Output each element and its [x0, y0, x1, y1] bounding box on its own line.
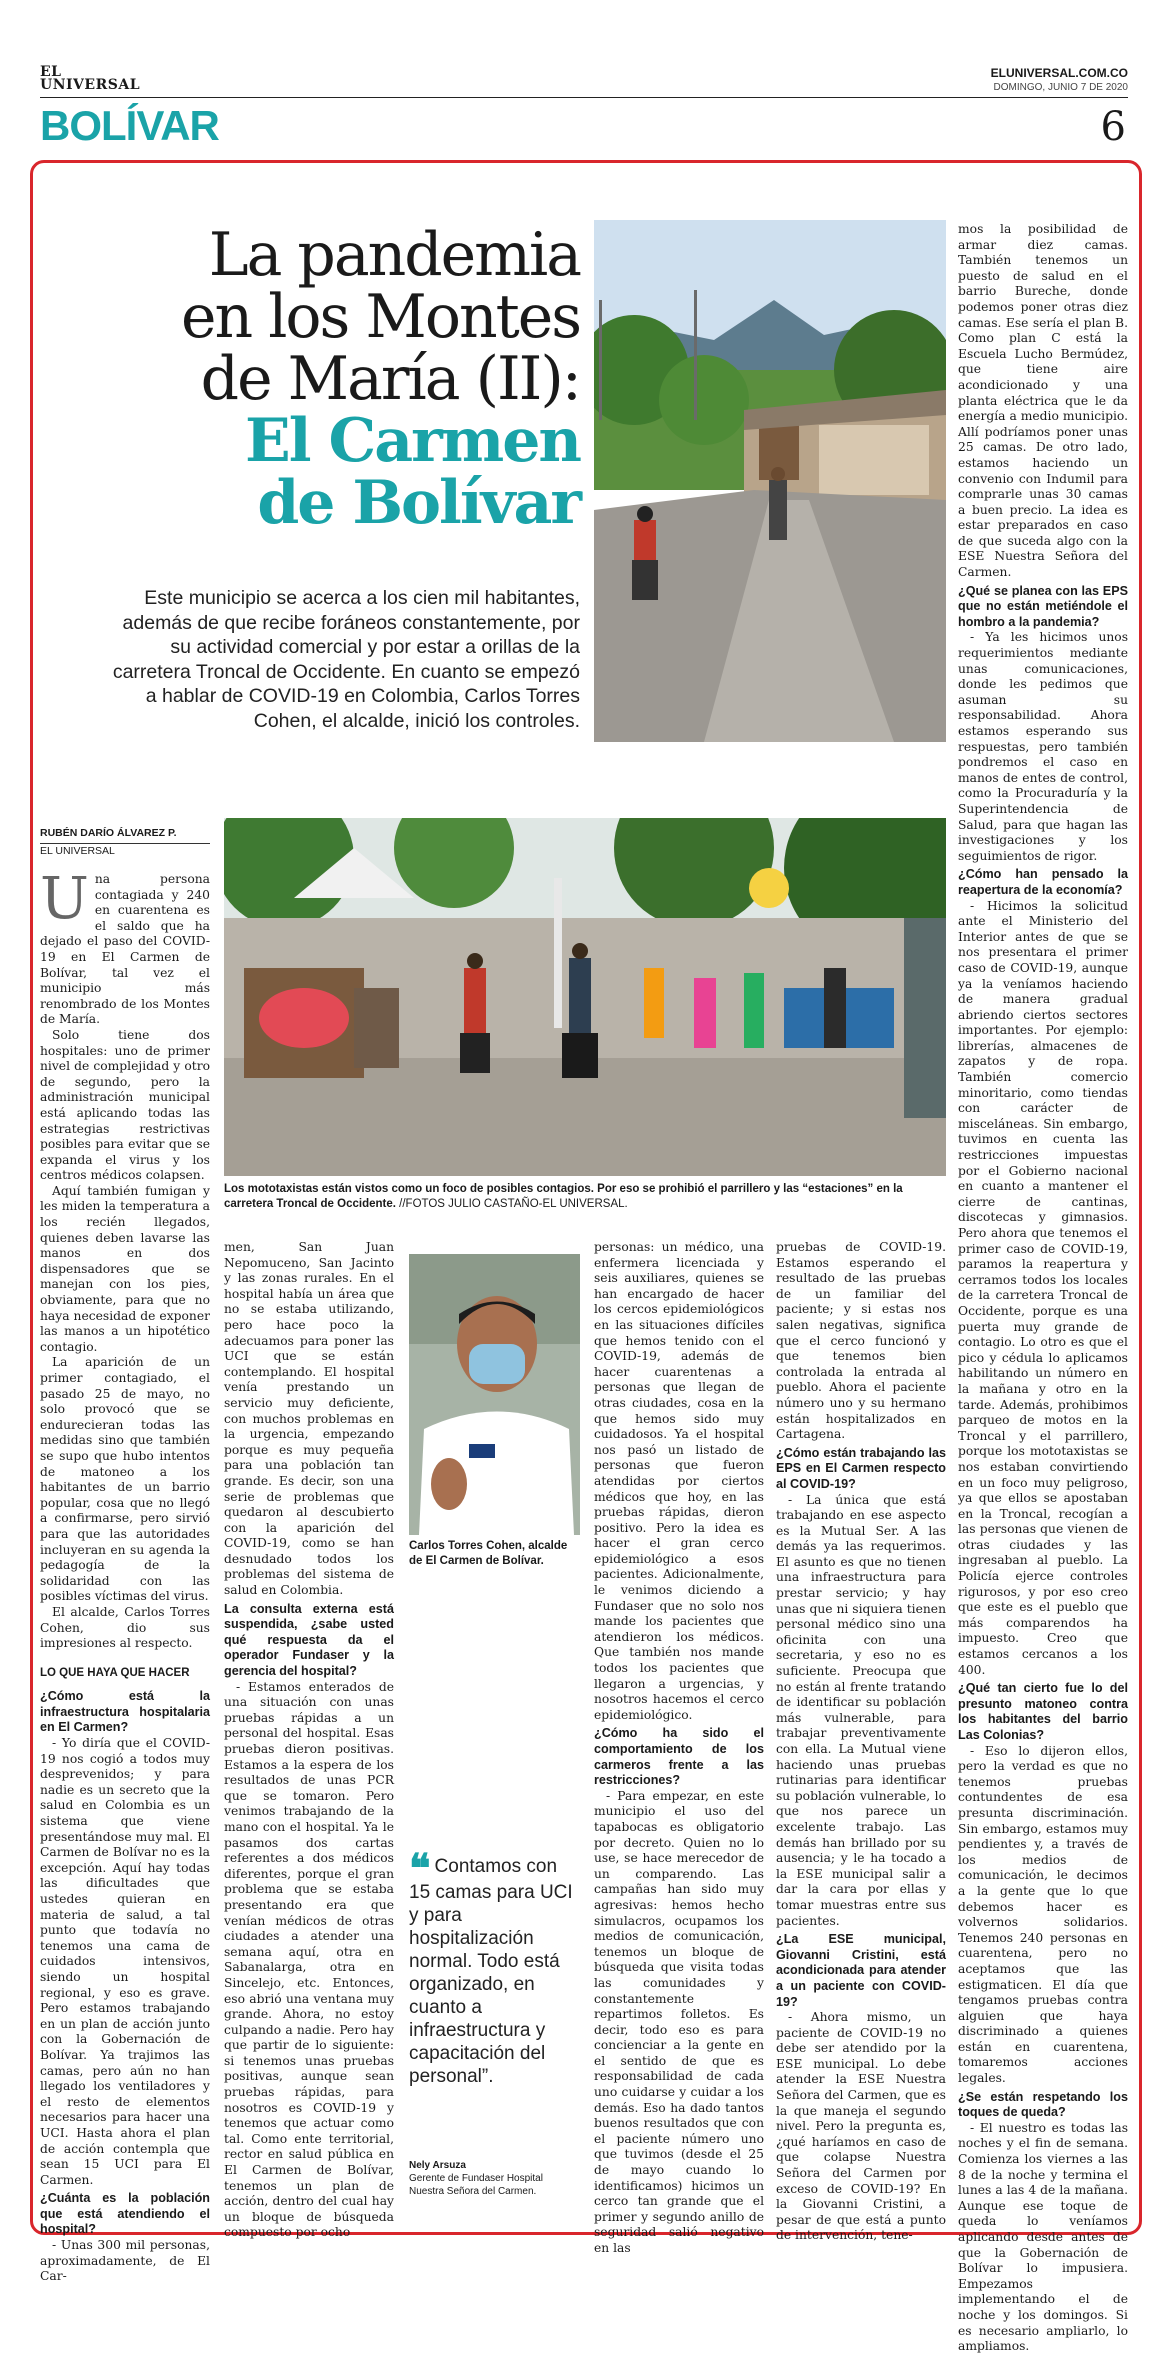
deck-text: Este municipio se acerca a los cien mil habitantes, además de que recibe foráneos constantemente, por su actividad comercial y por estar a orillas de la carretera Troncal de Occidente. En cuanto se empezó a hablar de COVID-19 en Colombia, Carlos Torres Cohen, el alcalde, inició los controles.: [112, 587, 580, 732]
interview-question: La consulta externa está suspendida, ¿sabe usted qué respuesta da el operador Fundaser y la gerencia del hospital?: [224, 1601, 394, 1679]
interview-answer: - Para empezar, en este municipio el uso del tapabocas es obligatorio por decreto. Quien no lo use, se hace merecedor de un comparendo. Las campañas han sido muy agresivas: hemos hecho simulacros, ocupamos los medios de comunicación, tenemos un bloque de búsqueda que visita todas las comunidades y constantemente repartimos folletos. Es decir, todo eso es para concienciar a la gente en el sentido de que es responsabilidad de cada uno cuidarse y cuidar a los demás. Eso ha dado tantos buenos resultados que con el paciente número uno que tuvimos (desde el 25 de mayo cuando lo identificamos) hicimos un cerco tan grande que el primer y segundo anillo de seguridad salió negativo en las: [594, 1788, 764, 2255]
interview-answer: - El nuestro es todas las noches y el fin de semana. Comienza los viernes a las 8 de la noche y termina el lunes a las 4 de la mañana. Aunque ese toque de queda lo veníamos aplicando desde antes de que la Gobernación de Bolívar lo impusiera. Empezamos implementando el de noche y los domingos. Si es necesario ampliarlo, lo ampliamos.: [958, 2120, 1128, 2354]
paragraph: El alcalde, Carlos Torres Cohen, dio sus impresiones al respecto.: [40, 1604, 210, 1651]
article-column-1: [40, 864, 210, 2285]
newspaper-logo: [40, 66, 140, 92]
interview-answer: - Ahora mismo, un paciente de COVID-19 no debe ser atendido por la ESE municipal. Lo debe atender la ESE Nuestra Señora del Carmen, que es la que maneja el segundo nivel. Pero la pregunta es, ¿qué haríamos en caso de que colapse Nuestra Señora del Carmen por exceso de COVID-19? En la Giovanni Cristini, a pesar de que está a punto de intervención, tene-: [776, 2010, 946, 2243]
quote-mark-icon: ❝: [409, 1847, 431, 1891]
paragraph: pruebas de COVID-19. Estamos esperando el resultado de las pruebas de un familiar del paciente; y si estas nos salen negativas, significa que el cerco funcionó y que tenemos bien controlada la entrada al pueblo. Ahora el paciente número uno y su hermano están hospitalizados en Cartagena.: [776, 1240, 946, 1442]
paragraph: personas: un médico, una enfermera licenciada y seis auxiliares, quienes se han encargado de hacer los cercos epidemiológicos en las situaciones difíciles que hemos tenido con el COVID-19, además de hacer cuarentenas a personas que llegan de otras ciudades, cosa en la que hemos sido muy cuidadosos. Ya el hospital nos pasó un listado de personas que fueron atendidas por ciertos médicos que hoy, en las pruebas rápidas, dieron positivo. Pero la idea es hacer el gran cerco epidemiológico a esos pacientes. Adicionalmente, le venimos diciendo a Fundaser que no solo nos mande los pacientes que atendieron los médicos. Que también nos mande todos los pacientes que llegaron a urgencias, y nosotros hacemos el cerco epidemiológico.: [594, 1240, 764, 1722]
street-photo-caption: [224, 1182, 946, 1212]
author-name: RUBÉN DARÍO ÁLVAREZ P.: [40, 827, 177, 839]
article-column-4: [776, 1240, 946, 2244]
headline-line: en los Montes: [180, 282, 580, 352]
paragraph: mos la posibilidad de armar diez camas. También tenemos un puesto de salud en el barrio Bureche, donde podemos poner otras diez camas. Ese sería el plan B. Como plan C está la Escuela Lucho Bermúdez, que tiene aire acondicionado y una planta eléctrica que le da energía a medio municipio. Allí podríamos poner unas 25 camas. De otro lado, estamos haciendo un convenio con Indumil para comprarle unas 30 camas a buen precio. La idea es estar preparados en caso de que suceda algo con la ESE Nuestra Señora del Carmen.: [958, 222, 1128, 580]
author-outlet: EL UNIVERSAL: [40, 845, 115, 857]
paragraph: Solo tiene dos hospitales: uno de primer nivel de complejidad y otro de segundo, pero la administración municipal está aplicando todas las estrategias restrictivas posibles para evitar que se expanda el virus y los centros médicos colapsen.: [40, 1027, 210, 1183]
pull-quote-author: [409, 2159, 580, 2198]
pull-quote: [409, 1847, 580, 2088]
headline-line: de María (II):: [200, 344, 580, 414]
section-title: BOLÍVAR: [40, 102, 219, 149]
road-photo: [594, 220, 946, 742]
portrait-caption: Carlos Torres Cohen, alcalde de El Carmen de Bolívar.: [409, 1540, 568, 1567]
issue-date: DOMINGO, JUNIO 7 DE 2020: [993, 82, 1128, 93]
interview-question: ¿La ESE municipal, Giovanni Cristini, está acondicionada para atender a un paciente con COVID-19?: [776, 1932, 946, 2009]
subheading: LO QUE HAYA QUE HACER: [40, 1666, 190, 1679]
photo-credit: //FOTOS JULIO CASTAÑO-EL UNIVERSAL.: [395, 1198, 628, 1210]
quote-author-name: Nely Arsuza: [409, 2160, 466, 2171]
paragraph: La aparición de un primer contagiado, el pasado 25 de mayo, no solo provocó que se endurecieran todas las medidas sino que también se supo que hubo intentos de matoneo a los habitantes de un barrio popular, cosa que no llegó a confirmarse, pero sirvió para que las autoridades incluyeran en su agenda la pedagogía de la solidaridad con las posibles víctimas del virus.: [40, 1355, 210, 1604]
article-column-2: [224, 1240, 394, 2241]
interview-answer: - Ya les hicimos unos requerimientos mediante unas comunicaciones, donde les pedimos que asuman su responsabilidad. Ahora estamos esperando sus respuestas, pero también pondremos el caso en manos de entes de control, como la Procuraduría y la Superintendencia de Salud, para que hagan las investigaciones y los seguimientos de rigor.: [958, 630, 1128, 863]
article-column-5: [958, 222, 1128, 2355]
interview-question: ¿Se están respetando los toques de queda?: [958, 2089, 1128, 2120]
interview-answer: - Hicimos la solicitud ante el Ministerio del Interior antes de que se nos presentara el primer caso de COVID-19, aunque ya la veníamos haciendo de manera gradual abriendo ciertos sectores importantes. Por ejemplo: librerías, almacenes de zapatos y de ropa. También comercio minoritario, como tiendas con carácter de misceláneas. Sin embargo, tuvimos en cuenta las restricciones impuestas por el Gobierno nacional en cuanto a mantener el cierre de cantinas, discotecas y gimnasios. Pero ahora que tenemos el primer caso de COVID-19, paramos la reapertura y cerramos todos los locales de la carretera Troncal de Occidente, porque es una puerta muy grande de contagio. Lo otro es que el pico y cédula lo aplicamos habilitando un número en la mañana y otro en la tarde. Además, prohibimos parqueo de motos en la Troncal y el parrillero, porque los mototaxistas se nos estaban convirtiendo en un foco muy peligroso, ya que ellos se apostaban en la Troncal, recogían a las personas que vienen de otras ciudades y las ingresaban al pueblo. La Policía ejerce controles rigurosos, y por eso creo que este es el pueblo que más comparendos ha impuesto. Creo que estamos cercanos a los 400.: [958, 898, 1128, 1677]
logo-line-1: EL: [40, 64, 62, 80]
paragraph: men, San Juan Nepomuceno, San Jacinto y las zonas rurales. En el hospital había un área que no se estaba utilizando, pero hace poco la adecuamos para poner las UCI que se están contemplando. El hospital venía prestando un servicio muy deficiente, con muchos problemas en la urgencia, empezando porque es muy pequeña para una población tan grande. Es decir, son una serie de problemas que quedaron al descubierto con la aparición del COVID-19, como se han desnudado todos los problemas del sistema de salud en Colombia.: [224, 1240, 394, 1598]
byline: [40, 826, 210, 858]
header-rule: [40, 97, 1128, 98]
interview-answer: - Eso lo dijeron ellos, pero la verdad es que no tenemos pruebas contundentes de esa presunta discriminación. Sin embargo, estamos muy pendientes y, a través de los medios de comunicación, le decimos a la gente que lo que debemos hacer es volvernos solidarios. Tenemos 240 personas en cuarentena, pero no aceptamos que las estigmaticen. El día que tengamos pruebas contra alguien que haya discriminado a quienes están en cuarentena, tomaremos acciones legales.: [958, 1743, 1128, 2086]
interview-question: ¿Cómo están trabajando las EPS en El Carmen respecto al COVID-19?: [776, 1445, 946, 1491]
interview-question: ¿Cómo está la infraestructura hospitalaria en El Carmen?: [40, 1689, 210, 1735]
interview-question: ¿Cómo ha sido el comportamiento de los carmeros frente a las restricciones?: [594, 1726, 764, 1788]
logo-line-2: UNIVERSAL: [40, 77, 141, 93]
site-url: ELUNIVERSAL.COM.CO: [990, 66, 1128, 80]
article-column-3: [594, 1240, 764, 2257]
pull-quote-text: Contamos con 15 camas para UCI y para hospitalización normal. Todo está organizado, en cuanto a infraestructura y capacitación del personal”.: [409, 1856, 573, 2087]
headline: [150, 220, 580, 538]
interview-answer: - Unas 300 mil personas, aproximadamente, de El Car-: [40, 2238, 210, 2284]
interview-question: ¿Qué se planea con las EPS que no están metiéndole el hombro a la pandemia?: [958, 583, 1128, 629]
quote-author-role: Gerente de Fundaser Hospital Nuestra Señora del Carmen.: [409, 2173, 543, 2197]
mayor-portrait: [409, 1254, 580, 1535]
interview-question: ¿Qué tan cierto fue lo del presunto matoneo contra los habitantes del barrio Las Colonias?: [958, 1681, 1128, 1742]
headline-line: La pandemia: [208, 220, 580, 290]
interview-question: ¿Cómo han pensado la reapertura de la economía?: [958, 867, 1128, 897]
drop-cap: U: [40, 864, 89, 932]
interview-answer: - Yo diría que el COVID-19 nos cogió a todos muy desprevenidos; y para nadie es un secreto que la salud en Colombia es un sistema que viene presentándose muy mal. El Carmen de Bolívar no es la excepción. Aquí hay todas las dificultades que ustedes quieran en materia de salud, a tal punto que todavía no tenemos una cama de cuidados intensivos, siendo un hospital regional, y eso es grave. Pero estamos trabajando en un plan de acción junto con la Gobernación de Bolívar. Ya trajimos las camas, pero aún no han llegado los ventiladores y el resto de elementos necesarios para hacer una UCI. Hasta ahora el plan de acción contempla que sean 15 UCI para El Carmen.: [40, 1736, 210, 2187]
interview-answer: - La única que está trabajando en ese aspecto es la Mutual Ser. A las demás ya las requerimos. El asunto es que no tienen una infraestructura para prestar servicio; y hay unas que ni siquiera tienen personal médico sino una oficinita con una secretaria, y eso no es suficiente. Preocupa que no están al frente tratando de identificar su población más vulnerable, para trabajar preventivamente con ella. La Mutual viene haciendo unas pruebas rutinarias para identificar su población vulnerable, lo que nos parece un excelente trabajo. Las demás han brillado por su ausencia; y le ha tocado a la ESE municipal salir a dar la cara por ellas y tomar muestras entre sus pacientes.: [776, 1492, 946, 1928]
page-number: 6: [1100, 104, 1126, 150]
interview-answer: - Estamos enterados de una situación con unas pruebas rápidas a un personal del hospital. Esas pruebas dieron positivas. Estamos a la espera de los resultados de unas PCR que se tomaron. Pero venimos trabajando de la mano con el hospital. Ya le pasamos dos cartas referentes a dos médicos diferentes, porque el gran problema que se estaba presentando era que venían médicos de otras ciudades a atender una semana aquí, otra en Sabanalarga, otra en Sincelejo, etc. Entonces, eso abrió una ventana muy grande. Ahora, no estoy culpando a nadie. Pero hay que partir de lo siguiente: si tenemos unas pruebas positivas, aunque sean pruebas rápidas, para nosotros es COVID-19 y tenemos que actuar como tal. Como ente territorial, rector en salud pública en El Carmen de Bolívar, tenemos un plan de acción, dentro del cual hay un bloque de búsqueda compuesto por ocho: [224, 1679, 394, 2240]
caption-text: Los mototaxistas están vistos como un foco de posibles contagios. Por eso se prohibió el parrillero y las “estaciones” en la carretera Troncal de Occidente.: [224, 1183, 903, 1210]
interview-question: ¿Cuánta es la población que está atendiendo el hospital?: [40, 2191, 210, 2237]
paragraph: na persona contagiada y 240 en cuarentena es el saldo que ha dejado el paso del COVID-19 en El Carmen de Bolívar, tal vez el municipio más renombrado de los Montes de María.: [40, 872, 210, 1027]
paragraph: Aquí también fumigan y les miden la temperatura a los recién llegados, quienes deben lavarse las manos en dos dispensadores que se manejan con los pies, obviamente, para que no haya necesidad de exponer las manos a un hipotético contagio.: [40, 1183, 210, 1354]
headline-teal-line: El Carmen: [245, 406, 580, 476]
headline-teal-line: de Bolívar: [257, 468, 580, 538]
street-photo: [224, 818, 946, 1176]
